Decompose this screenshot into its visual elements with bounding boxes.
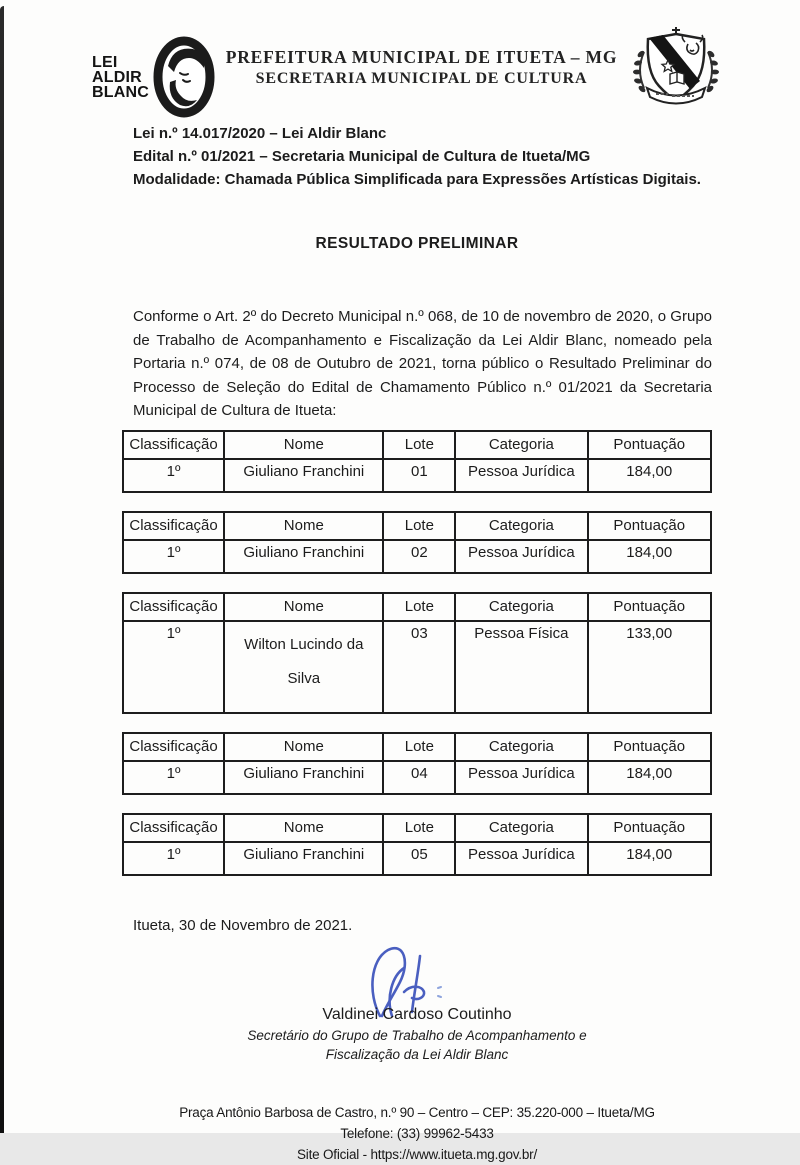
- edital-reference: Edital n.º 01/2021 – Secretaria Municipal de Cultura de Itueta/MG: [133, 148, 591, 165]
- col-header-categoria: Categoria: [455, 733, 587, 761]
- cell-lote: 04: [383, 761, 455, 794]
- logo-line: LEI: [92, 53, 118, 71]
- cell-lote: 02: [383, 540, 455, 573]
- col-header-nome: Nome: [224, 733, 383, 761]
- cell-pontuacao: 184,00: [588, 459, 712, 492]
- footer-website: Site Oficial - https://www.itueta.mg.gov.br/: [296, 1146, 538, 1162]
- cell-classificacao: 1º: [123, 459, 224, 492]
- col-header-lote: Lote: [383, 814, 455, 842]
- logo-line: ALDIR: [92, 68, 142, 86]
- org-name: PREFEITURA MUNICIPAL DE ITUETA – MG: [225, 47, 618, 67]
- col-header-nome: Nome: [224, 593, 383, 621]
- date-line: Itueta, 30 de Novembro de 2021.: [133, 916, 353, 934]
- table-row: [123, 621, 711, 713]
- table-header-row: [123, 431, 711, 459]
- cell-nome: Giuliano Franchini: [224, 540, 383, 573]
- law-reference: Lei n.º 14.017/2020 – Lei Aldir Blanc: [133, 125, 387, 142]
- result-table-lote-01: [122, 430, 712, 493]
- col-header-classificacao: Classificação: [123, 733, 224, 761]
- page-title: RESULTADO PRELIMINAR: [315, 235, 519, 252]
- col-header-nome: Nome: [224, 431, 383, 459]
- cell-nome: Giuliano Franchini: [224, 842, 383, 875]
- result-table-lote-03: [122, 592, 712, 714]
- cell-lote: 05: [383, 842, 455, 875]
- signature-block: [122, 944, 712, 1064]
- col-header-classificacao: Classificação: [123, 431, 224, 459]
- col-header-pontuacao: Pontuação: [588, 814, 712, 842]
- cell-lote: 03: [383, 621, 455, 713]
- cell-classificacao: 1º: [123, 842, 224, 875]
- col-header-categoria: Categoria: [455, 814, 587, 842]
- cell-categoria: Pessoa Jurídica: [455, 459, 587, 492]
- col-header-pontuacao: Pontuação: [588, 593, 712, 621]
- table-header-row: [123, 512, 711, 540]
- col-header-categoria: Categoria: [455, 512, 587, 540]
- table-header-row: [123, 814, 711, 842]
- result-table-lote-04: [122, 732, 712, 795]
- table-row: [123, 842, 711, 875]
- col-header-categoria: Categoria: [455, 431, 587, 459]
- cell-lote: 01: [383, 459, 455, 492]
- col-header-pontuacao: Pontuação: [588, 733, 712, 761]
- col-header-lote: Lote: [383, 512, 455, 540]
- scan-edge-artifact: [0, 6, 4, 1133]
- cell-categoria: Pessoa Jurídica: [455, 761, 587, 794]
- cell-pontuacao: 184,00: [588, 540, 712, 573]
- col-header-classificacao: Classificação: [123, 512, 224, 540]
- col-header-lote: Lote: [383, 431, 455, 459]
- document-body: [122, 0, 712, 1165]
- table-row: [123, 540, 711, 573]
- cell-pontuacao: 184,00: [588, 761, 712, 794]
- cell-classificacao: 1º: [123, 540, 224, 573]
- cell-categoria: Pessoa Jurídica: [455, 842, 587, 875]
- col-header-classificacao: Classificação: [123, 593, 224, 621]
- intro-paragraph: Conforme o Art. 2º do Decreto Municipal n.º 068, de 10 de novembro de 2020, o Grupo de Trabalho de Acompanhamento e Fiscalização da Lei Aldir Blanc, nomeado pela Portaria n.º 074, de 08 de Outubro de 2021, torna público o Resultado Preliminar do Processo de Seleção do Edital de Chamamento Público n.º 01/2021 da Secretaria Municipal de Cultura de Itueta:: [133, 308, 712, 419]
- cell-categoria: Pessoa Jurídica: [455, 540, 587, 573]
- signer-role-line2: Fiscalização da Lei Aldir Blanc: [325, 1046, 509, 1062]
- cell-nome: Giuliano Franchini: [224, 459, 383, 492]
- table-row: [123, 459, 711, 492]
- cell-pontuacao: 133,00: [588, 621, 712, 713]
- result-table-lote-02: [122, 511, 712, 574]
- table-header-row: [123, 733, 711, 761]
- col-header-categoria: Categoria: [455, 593, 587, 621]
- col-header-lote: Lote: [383, 733, 455, 761]
- cell-categoria: Pessoa Física: [455, 621, 587, 713]
- result-table-lote-05: [122, 813, 712, 876]
- logo-line: BLANC: [92, 83, 149, 101]
- cell-nome: Wilton Lucindo da Silva: [224, 621, 383, 713]
- cell-classificacao: 1º: [123, 761, 224, 794]
- col-header-pontuacao: Pontuação: [588, 512, 712, 540]
- col-header-nome: Nome: [224, 814, 383, 842]
- signer-name: Valdinei Cardoso Coutinho: [322, 1005, 512, 1023]
- signer-role: [122, 1026, 712, 1064]
- cell-nome: Giuliano Franchini: [224, 761, 383, 794]
- signer-role-line1: Secretário do Grupo de Trabalho de Acompanhamento e: [247, 1027, 587, 1043]
- table-row: [123, 761, 711, 794]
- footer-phone: Telefone: (33) 99962-5433: [340, 1125, 494, 1141]
- col-header-lote: Lote: [383, 593, 455, 621]
- org-department: SECRETARIA MUNICIPAL DE CULTURA: [255, 70, 588, 87]
- table-header-row: [123, 593, 711, 621]
- cell-pontuacao: 184,00: [588, 842, 712, 875]
- cell-classificacao: 1º: [123, 621, 224, 713]
- modality-reference: Modalidade: Chamada Pública Simplificada para Expressões Artísticas Digitais.: [133, 171, 701, 188]
- footer-address: Praça Antônio Barbosa de Castro, n.º 90 – Centro – CEP: 35.220-000 – Itueta/MG: [179, 1104, 655, 1120]
- col-header-nome: Nome: [224, 512, 383, 540]
- col-header-pontuacao: Pontuação: [588, 431, 712, 459]
- reference-block: [133, 122, 712, 191]
- col-header-classificacao: Classificação: [123, 814, 224, 842]
- document-footer: [122, 1102, 712, 1165]
